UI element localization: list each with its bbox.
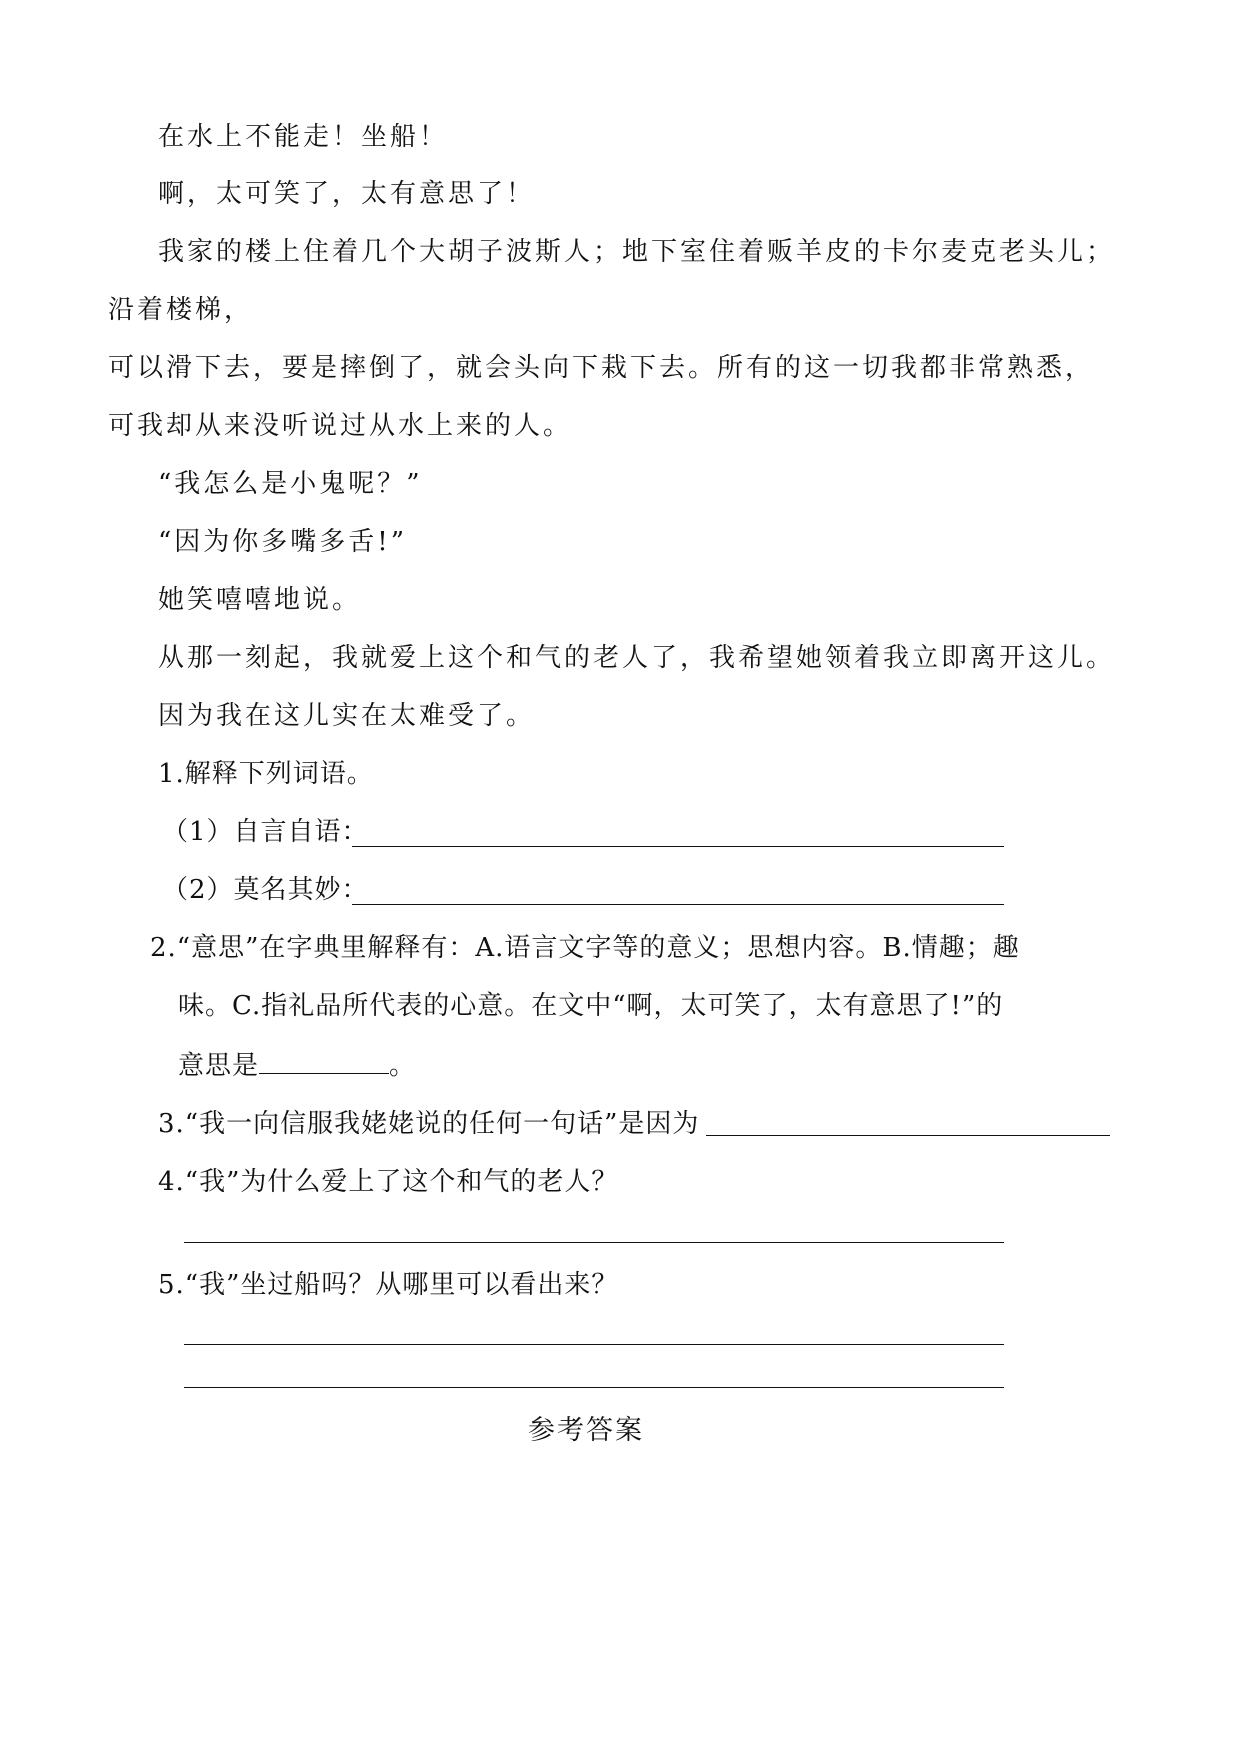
answer-line-q1-2[interactable] bbox=[352, 904, 1004, 905]
question-1-item-2-label: （2）莫名其妙： bbox=[162, 875, 369, 905]
answer-line-q1-1[interactable] bbox=[352, 846, 1004, 847]
question-1-item-1 bbox=[162, 815, 369, 849]
answer-line-q5-1[interactable] bbox=[184, 1344, 1004, 1345]
question-2-line bbox=[178, 1047, 416, 1083]
question-2-prefix: 意思是 bbox=[178, 1051, 260, 1081]
question-1-title: 1.解释下列词语。 bbox=[158, 759, 374, 789]
passage-line: “我怎么是小鬼呢？” bbox=[158, 469, 423, 499]
answer-blank-q2[interactable] bbox=[259, 1047, 389, 1074]
passage-line: 她笑嘻嘻地说。 bbox=[158, 585, 362, 615]
passage-line: 啊，太可笑了，太有意思了！ bbox=[158, 179, 536, 209]
answer-line-q3[interactable] bbox=[706, 1135, 1110, 1136]
passage-line: 从那一刻起，我就爱上这个和气的老人了，我希望她领着我立即离开这儿。 bbox=[158, 643, 1116, 673]
passage-line: 可我却从来没听说过从水上来的人。 bbox=[108, 411, 573, 441]
passage-line: 在水上不能走！坐船！ bbox=[158, 122, 449, 152]
answer-line-q4[interactable] bbox=[184, 1242, 1004, 1243]
answer-line-q5-2[interactable] bbox=[184, 1387, 1004, 1388]
question-2-suffix: 。 bbox=[389, 1051, 417, 1081]
passage-line: “因为你多嘴多舌!” bbox=[158, 527, 408, 557]
question-1-item-1-label: （1）自言自语： bbox=[162, 817, 369, 847]
passage-line: 因为我在这儿实在太难受了。 bbox=[158, 701, 536, 731]
question-3: 3.“我一向信服我姥姥说的任何一句话”是因为 bbox=[158, 1109, 700, 1139]
question-2-line: 味。C.指礼品所代表的心意。在文中“啊，太可笑了，太有意思了!”的 bbox=[178, 991, 1004, 1021]
passage-line: 可以滑下去，要是摔倒了，就会头向下栽下去。所有的这一切我都非常熟悉， bbox=[108, 353, 1095, 383]
question-4: 4.“我”为什么爱上了这个和气的老人？ bbox=[158, 1167, 619, 1197]
question-5: 5.“我”坐过船吗？从哪里可以看出来？ bbox=[158, 1270, 619, 1300]
answer-key-heading: 参考答案 bbox=[528, 1415, 644, 1446]
question-2-line: 2.“意思”在字典里解释有：A.语言文字等的意义；思想内容。B.情趣；趣 bbox=[150, 933, 1020, 963]
passage-line: 沿着楼梯， bbox=[108, 295, 254, 325]
passage-line: 我家的楼上住着几个大胡子波斯人；地下室住着贩羊皮的卡尔麦克老头儿； bbox=[158, 237, 1116, 267]
question-1-item-2 bbox=[162, 873, 369, 907]
